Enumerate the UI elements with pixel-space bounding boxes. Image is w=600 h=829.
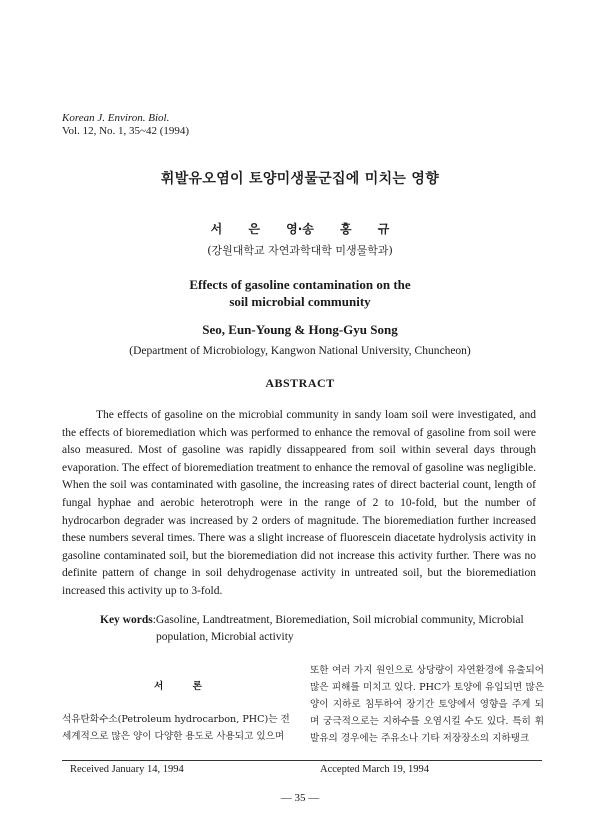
korean-authors: 서 은 영·송 홍 규 xyxy=(210,222,390,236)
keywords: Key words:Gasoline, Landtreatment, Bioremediation, Soil microbial community, Microbial population, Microbial activity xyxy=(100,612,540,646)
english-affiliation: (Department of Microbiology, Kangwon National University, Chuncheon) xyxy=(129,345,471,357)
section-heading: 서 론 xyxy=(154,681,202,692)
abstract-body: The effects of gasoline on the microbial community in sandy loam soil were investigated, and the effects of bioremediation which was performed to enhance the removal of gasoline from soil were also measured. Most of gasoline was rapidly dissappeared from soil within several days through evaporation. The effect of bioremediation treatment to enhance the removal of gasoline was negligible. When the soil was contaminated with gasoline, the increasing rates of direct bacterial count, length of fungal hyphae and aerobic heterotroph were in the range of 2 to 10-fold, but the number of hydrocarbon degrader was increased by 2 orders of magnitude. The bioremediation further increased these numbers several times. There was a slight increase of fluorescein diacetate hydrolysis activity in gasoline contaminated soil, but the bioremediation did not increase this activity further. There was no definite pattern of change in soil dehydrogenase activity in untreated soil, but the bioremediation increased this activity up to 3-fold. xyxy=(62,409,536,597)
journal-issue: Vol. 12, No. 1, 35~42 (1994) xyxy=(62,125,190,137)
english-title xyxy=(0,276,600,310)
journal-name: Korean J. Environ. Biol. xyxy=(62,112,170,124)
korean-affiliation: (강원대학교 자연과학대학 미생물학과) xyxy=(207,244,393,257)
footnote-divider xyxy=(62,760,542,761)
english-title-line-1: Effects of gasoline contamination on the xyxy=(189,277,411,292)
journal-citation xyxy=(62,112,189,138)
received-date: Received January 14, 1994 xyxy=(70,764,184,775)
english-title-line-2: soil microbial community xyxy=(229,294,371,309)
keywords-line-2: population, Microbial activity xyxy=(156,631,294,643)
korean-title: 휘발유오염이 토양미생물군집에 미치는 영향 xyxy=(160,171,440,187)
abstract-heading: ABSTRACT xyxy=(265,376,335,390)
keywords-label: Key words xyxy=(100,614,153,626)
english-authors: Seo, Eun-Young & Hong-Gyu Song xyxy=(202,322,398,337)
page-number: — 35 — xyxy=(280,792,320,804)
right-column-text: 또한 여러 가지 원인으로 상당량이 자연환경에 유출되어 많은 피해를 미치고 있다. PHC가 토양에 유입되면 많은 양이 지하로 침투하여 장기간 토양에서 영향을 주게 되며 궁극적으로는 지하수를 오염시킬 수도 있다. 특히 휘발유의 경우에는 주유소나 기타 저장장소의 지하탱크 xyxy=(310,665,544,744)
left-column-text: 석유탄화수소(Petroleum hydrocarbon, PHC)는 전세계적으로 많은 양이 다양한 용도로 사용되고 있으며 xyxy=(62,714,290,742)
left-column xyxy=(62,662,294,745)
accepted-date: Accepted March 19, 1994 xyxy=(320,764,430,775)
keywords-line-1: Gasoline, Landtreatment, Bioremediation, Soil microbial community, Microbial xyxy=(155,614,524,626)
